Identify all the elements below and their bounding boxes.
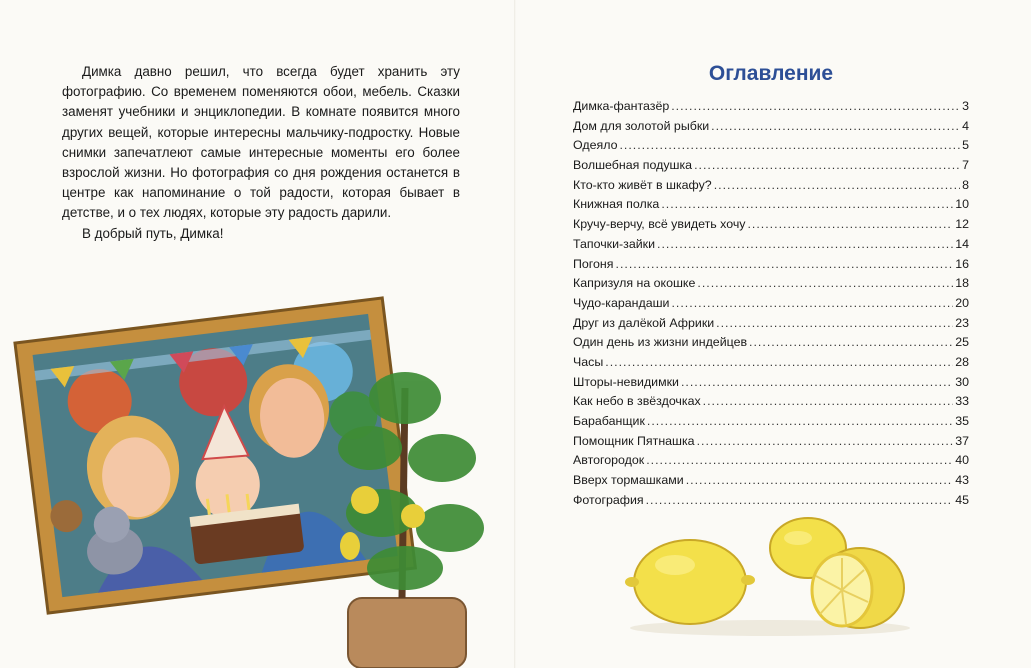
leader-dots [671,296,953,310]
toc-item[interactable] [573,276,969,296]
toc-item[interactable] [573,375,969,395]
toc-item-title: Кто-кто живёт в шкафу? [573,177,712,192]
leader-dots [647,414,953,428]
toc-item-page: 7 [962,158,969,173]
toc-item[interactable] [573,453,969,473]
toc-item-page: 12 [955,217,969,232]
toc-item[interactable] [573,394,969,414]
leader-dots [714,178,960,192]
toc-item-page: 8 [962,177,969,192]
leader-dots [646,493,954,507]
toc-item-title: Кручу-верчу, всё увидеть хочу [573,217,746,232]
lemons-illustration [620,510,920,640]
toc-item[interactable] [573,434,969,454]
toc-item-page: 28 [955,354,969,369]
toc-item[interactable] [573,237,969,257]
toc-item[interactable] [573,355,969,375]
toc-item-page: 43 [955,473,969,488]
toc-item-page: 3 [962,99,969,113]
leader-dots [694,158,960,172]
toc-item[interactable] [573,257,969,277]
toc-title: Оглавление [708,62,834,85]
leader-dots [697,434,954,448]
leader-dots [657,237,953,251]
lemon-whole [625,540,755,624]
leader-dots [716,316,953,330]
leader-dots [747,217,953,231]
story-text [62,62,460,244]
birthday-photo-illustration [10,268,510,668]
toc-item-title: Друг из далёкой Африки [573,315,715,330]
toc-item-page: 40 [955,453,969,468]
toc-item-title: Одеяло [573,138,618,153]
leader-dots [661,197,953,211]
toc-item-page: 35 [955,414,969,428]
leader-dots [681,375,953,389]
toc-item[interactable] [573,99,969,119]
toc-item[interactable] [573,414,969,434]
lemon-half [812,548,904,628]
toc-item-page: 33 [955,394,969,409]
toc-item-title: Один день из жизни индейцев [573,335,748,350]
toc-item-title: Волшебная подушка [573,158,693,173]
toc-item[interactable] [573,217,969,237]
toc-item[interactable] [573,296,969,316]
toc-item[interactable] [573,178,969,198]
toc-item-title: Погоня [573,256,614,271]
toc-item-title: Книжная полка [573,197,660,212]
story-paragraph-2: В добрый путь, Димка! [82,225,224,241]
toc-item[interactable] [573,473,969,493]
toc-item[interactable] [573,197,969,217]
toc-item-title: Тапочки-зайки [573,236,655,251]
leader-dots [686,473,954,487]
toc-item-title: Помощник Пятнашка [573,433,695,448]
toc-item-page: 20 [955,295,969,310]
leader-dots [711,119,960,133]
toc-item[interactable] [573,158,969,178]
toc-item-title: Часы [573,354,604,369]
leader-dots [646,453,953,467]
toc-item-page: 4 [962,118,969,133]
toc-item[interactable] [573,335,969,355]
leader-dots [697,276,953,290]
toc-item-title: Автогородок [573,453,645,468]
toc-item-page: 45 [955,492,969,507]
toc-item-title: Дом для золотой рыбки [573,118,710,133]
leader-dots [616,257,954,271]
leader-dots [703,394,954,408]
toc-item[interactable] [573,138,969,158]
toc-item-page: 10 [955,197,969,212]
toc-item-page: 16 [955,256,969,271]
toc-item-page: 23 [955,315,969,330]
toc-item-page: 5 [962,138,969,153]
left-page [0,0,515,668]
toc-item-title: Как небо в звёздочках [573,394,701,409]
toc-item[interactable] [573,119,969,139]
toc-item-page: 18 [955,276,969,291]
toc-item-page: 14 [955,236,969,251]
toc-item-title: Шторы-невидимки [573,374,679,389]
toc-item-title: Барабанщик [573,414,645,428]
leader-dots [619,138,960,152]
toc-item-title: Капризуля на окошке [573,276,696,291]
toc-item-title: Димка-фантазёр [573,99,670,113]
toc-item-title: Фотография [573,492,644,507]
toc-item[interactable] [573,316,969,336]
toc-item-title: Чудо-карандаши [573,295,670,310]
leader-dots [605,355,953,369]
toc-item-page: 37 [955,433,969,448]
leader-dots [749,335,953,349]
leader-dots [671,99,960,113]
toc-item-page: 25 [955,335,969,350]
toc-item-title: Вверх тормашками [573,473,684,488]
story-paragraph-1: Димка давно решил, что всегда будет хранить эту фотографию. Со временем поменяются обои, мебель. Сказки заменят учебники и энциклопедии. В комнате появится много других вещей, которые интересны мальчику-подростку. Новые снимки запечатлеют самые интересные моменты его более взрослой жизни. Но фотография со дня рождения останется в центре как напоминание о той радости, которая бывает в детстве, и о тех людях, которые эту радость дарили. [62,64,460,221]
table-of-contents [573,99,969,512]
toc-item-page: 30 [955,374,969,389]
